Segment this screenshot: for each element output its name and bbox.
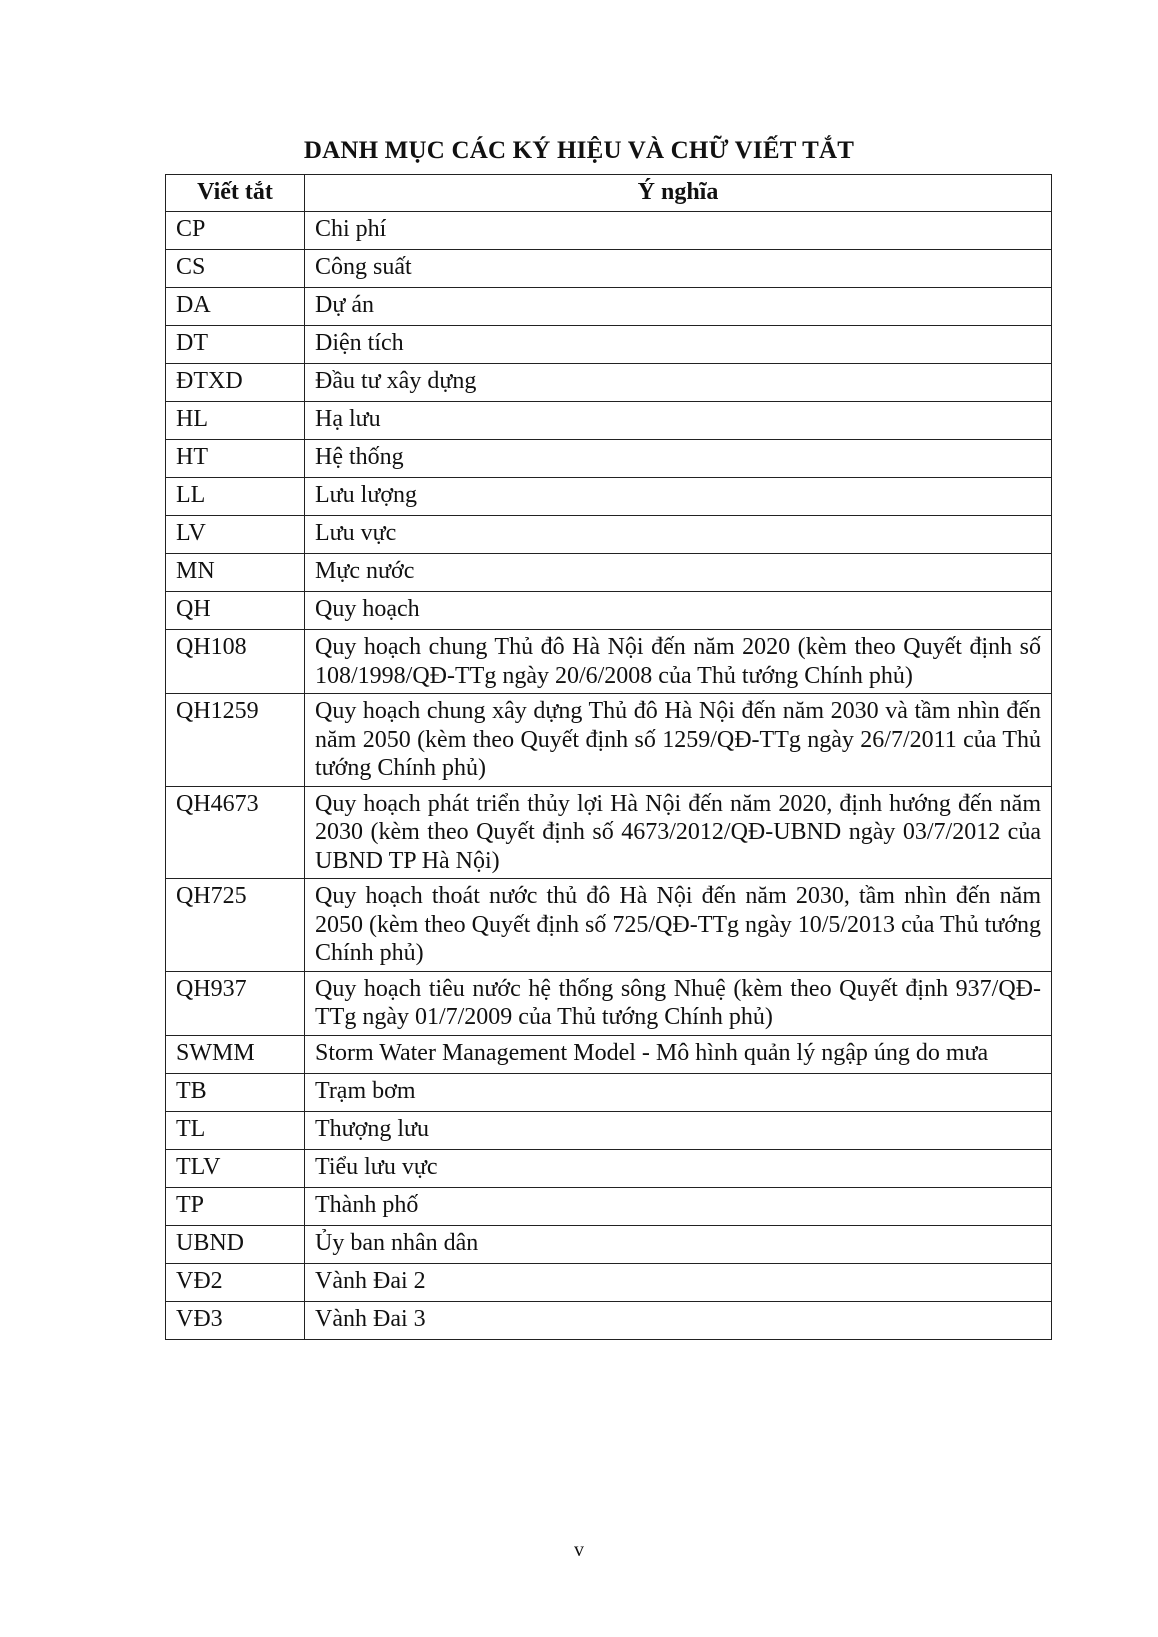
page-title: DANH MỤC CÁC KÝ HIỆU VÀ CHỮ VIẾT TẮT: [303, 137, 855, 164]
meaning-cell: Diện tích: [305, 326, 1052, 364]
table-row: [166, 516, 1052, 554]
abbr-cell: CP: [166, 212, 305, 250]
abbr-cell: VĐ2: [166, 1263, 305, 1301]
abbr-cell: QH4673: [166, 786, 305, 879]
page-number: v: [574, 1539, 584, 1561]
table-row: [166, 250, 1052, 288]
table-row: [166, 326, 1052, 364]
abbr-cell: MN: [166, 554, 305, 592]
meaning-cell: Quy hoạch phát triển thủy lợi Hà Nội đến năm 2020, định hướng đến năm 2030 (kèm theo Quyết định số 4673/2012/QĐ-UBND ngày 03/7/2012 của UBND TP Hà Nội): [305, 786, 1052, 879]
header-meaning: Ý nghĩa: [305, 175, 1052, 212]
table-row: [166, 1111, 1052, 1149]
header-abbreviation: Viết tắt: [166, 175, 305, 212]
table-row: [166, 288, 1052, 326]
table-row: [166, 440, 1052, 478]
table-row: [166, 786, 1052, 879]
table-row: [166, 1263, 1052, 1301]
meaning-cell: Vành Đai 2: [305, 1263, 1052, 1301]
abbr-cell: TL: [166, 1111, 305, 1149]
table-row: [166, 402, 1052, 440]
meaning-cell: Vành Đai 3: [305, 1301, 1052, 1339]
meaning-cell: Ủy ban nhân dân: [305, 1225, 1052, 1263]
table-row: [166, 364, 1052, 402]
abbr-cell: LV: [166, 516, 305, 554]
meaning-cell: Quy hoạch: [305, 592, 1052, 630]
table-row: [166, 478, 1052, 516]
abbr-cell: QH108: [166, 630, 305, 694]
abbr-cell: TLV: [166, 1149, 305, 1187]
table-row: [166, 212, 1052, 250]
table-row: [166, 879, 1052, 972]
abbr-cell: TP: [166, 1187, 305, 1225]
meaning-cell: Mực nước: [305, 554, 1052, 592]
meaning-cell: Công suất: [305, 250, 1052, 288]
abbr-cell: SWMM: [166, 1035, 305, 1073]
meaning-cell: Tiểu lưu vực: [305, 1149, 1052, 1187]
meaning-cell: Quy hoạch chung Thủ đô Hà Nội đến năm 2020 (kèm theo Quyết định số 108/1998/QĐ-TTg ngày 20/6/2008 của Thủ tướng Chính phủ): [305, 630, 1052, 694]
abbr-cell: UBND: [166, 1225, 305, 1263]
abbr-cell: QH937: [166, 971, 305, 1035]
table-row: [166, 971, 1052, 1035]
table-row: [166, 1073, 1052, 1111]
abbr-cell: QH1259: [166, 694, 305, 787]
abbr-cell: DT: [166, 326, 305, 364]
table-row: [166, 1225, 1052, 1263]
meaning-cell: Quy hoạch tiêu nước hệ thống sông Nhuệ (kèm theo Quyết định 937/QĐ-TTg ngày 01/7/2009 của Thủ tướng Chính phủ): [305, 971, 1052, 1035]
meaning-cell: Dự án: [305, 288, 1052, 326]
table-row: [166, 694, 1052, 787]
meaning-cell: Thượng lưu: [305, 1111, 1052, 1149]
table-row: [166, 1301, 1052, 1339]
abbr-cell: QH725: [166, 879, 305, 972]
meaning-cell: Lưu lượng: [305, 478, 1052, 516]
meaning-cell: Đầu tư xây dựng: [305, 364, 1052, 402]
abbr-cell: CS: [166, 250, 305, 288]
table-row: [166, 1149, 1052, 1187]
meaning-cell: Quy hoạch chung xây dựng Thủ đô Hà Nội đến năm 2030 và tầm nhìn đến năm 2050 (kèm theo Quyết định số 1259/QĐ-TTg ngày 26/7/2011 của Thủ tướng Chính phủ): [305, 694, 1052, 787]
meaning-cell: Hạ lưu: [305, 402, 1052, 440]
meaning-cell: Chi phí: [305, 212, 1052, 250]
meaning-cell: Trạm bơm: [305, 1073, 1052, 1111]
table-header-row: [166, 175, 1052, 212]
table-row: [166, 1035, 1052, 1073]
table-row: [166, 1187, 1052, 1225]
meaning-cell: Hệ thống: [305, 440, 1052, 478]
abbr-cell: DA: [166, 288, 305, 326]
table-row: [166, 630, 1052, 694]
meaning-cell: Storm Water Management Model - Mô hình quản lý ngập úng do mưa: [305, 1035, 1052, 1073]
abbr-cell: LL: [166, 478, 305, 516]
abbreviation-table: [165, 174, 1052, 1340]
abbr-cell: TB: [166, 1073, 305, 1111]
meaning-cell: Quy hoạch thoát nước thủ đô Hà Nội đến năm 2030, tầm nhìn đến năm 2050 (kèm theo Quyết định số 725/QĐ-TTg ngày 10/5/2013 của Thủ tướng Chính phủ): [305, 879, 1052, 972]
meaning-cell: Thành phố: [305, 1187, 1052, 1225]
abbr-cell: ĐTXD: [166, 364, 305, 402]
abbr-cell: HL: [166, 402, 305, 440]
abbr-cell: HT: [166, 440, 305, 478]
table-row: [166, 554, 1052, 592]
meaning-cell: Lưu vực: [305, 516, 1052, 554]
table-body: [166, 212, 1052, 1340]
table-row: [166, 592, 1052, 630]
abbr-cell: QH: [166, 592, 305, 630]
abbr-cell: VĐ3: [166, 1301, 305, 1339]
